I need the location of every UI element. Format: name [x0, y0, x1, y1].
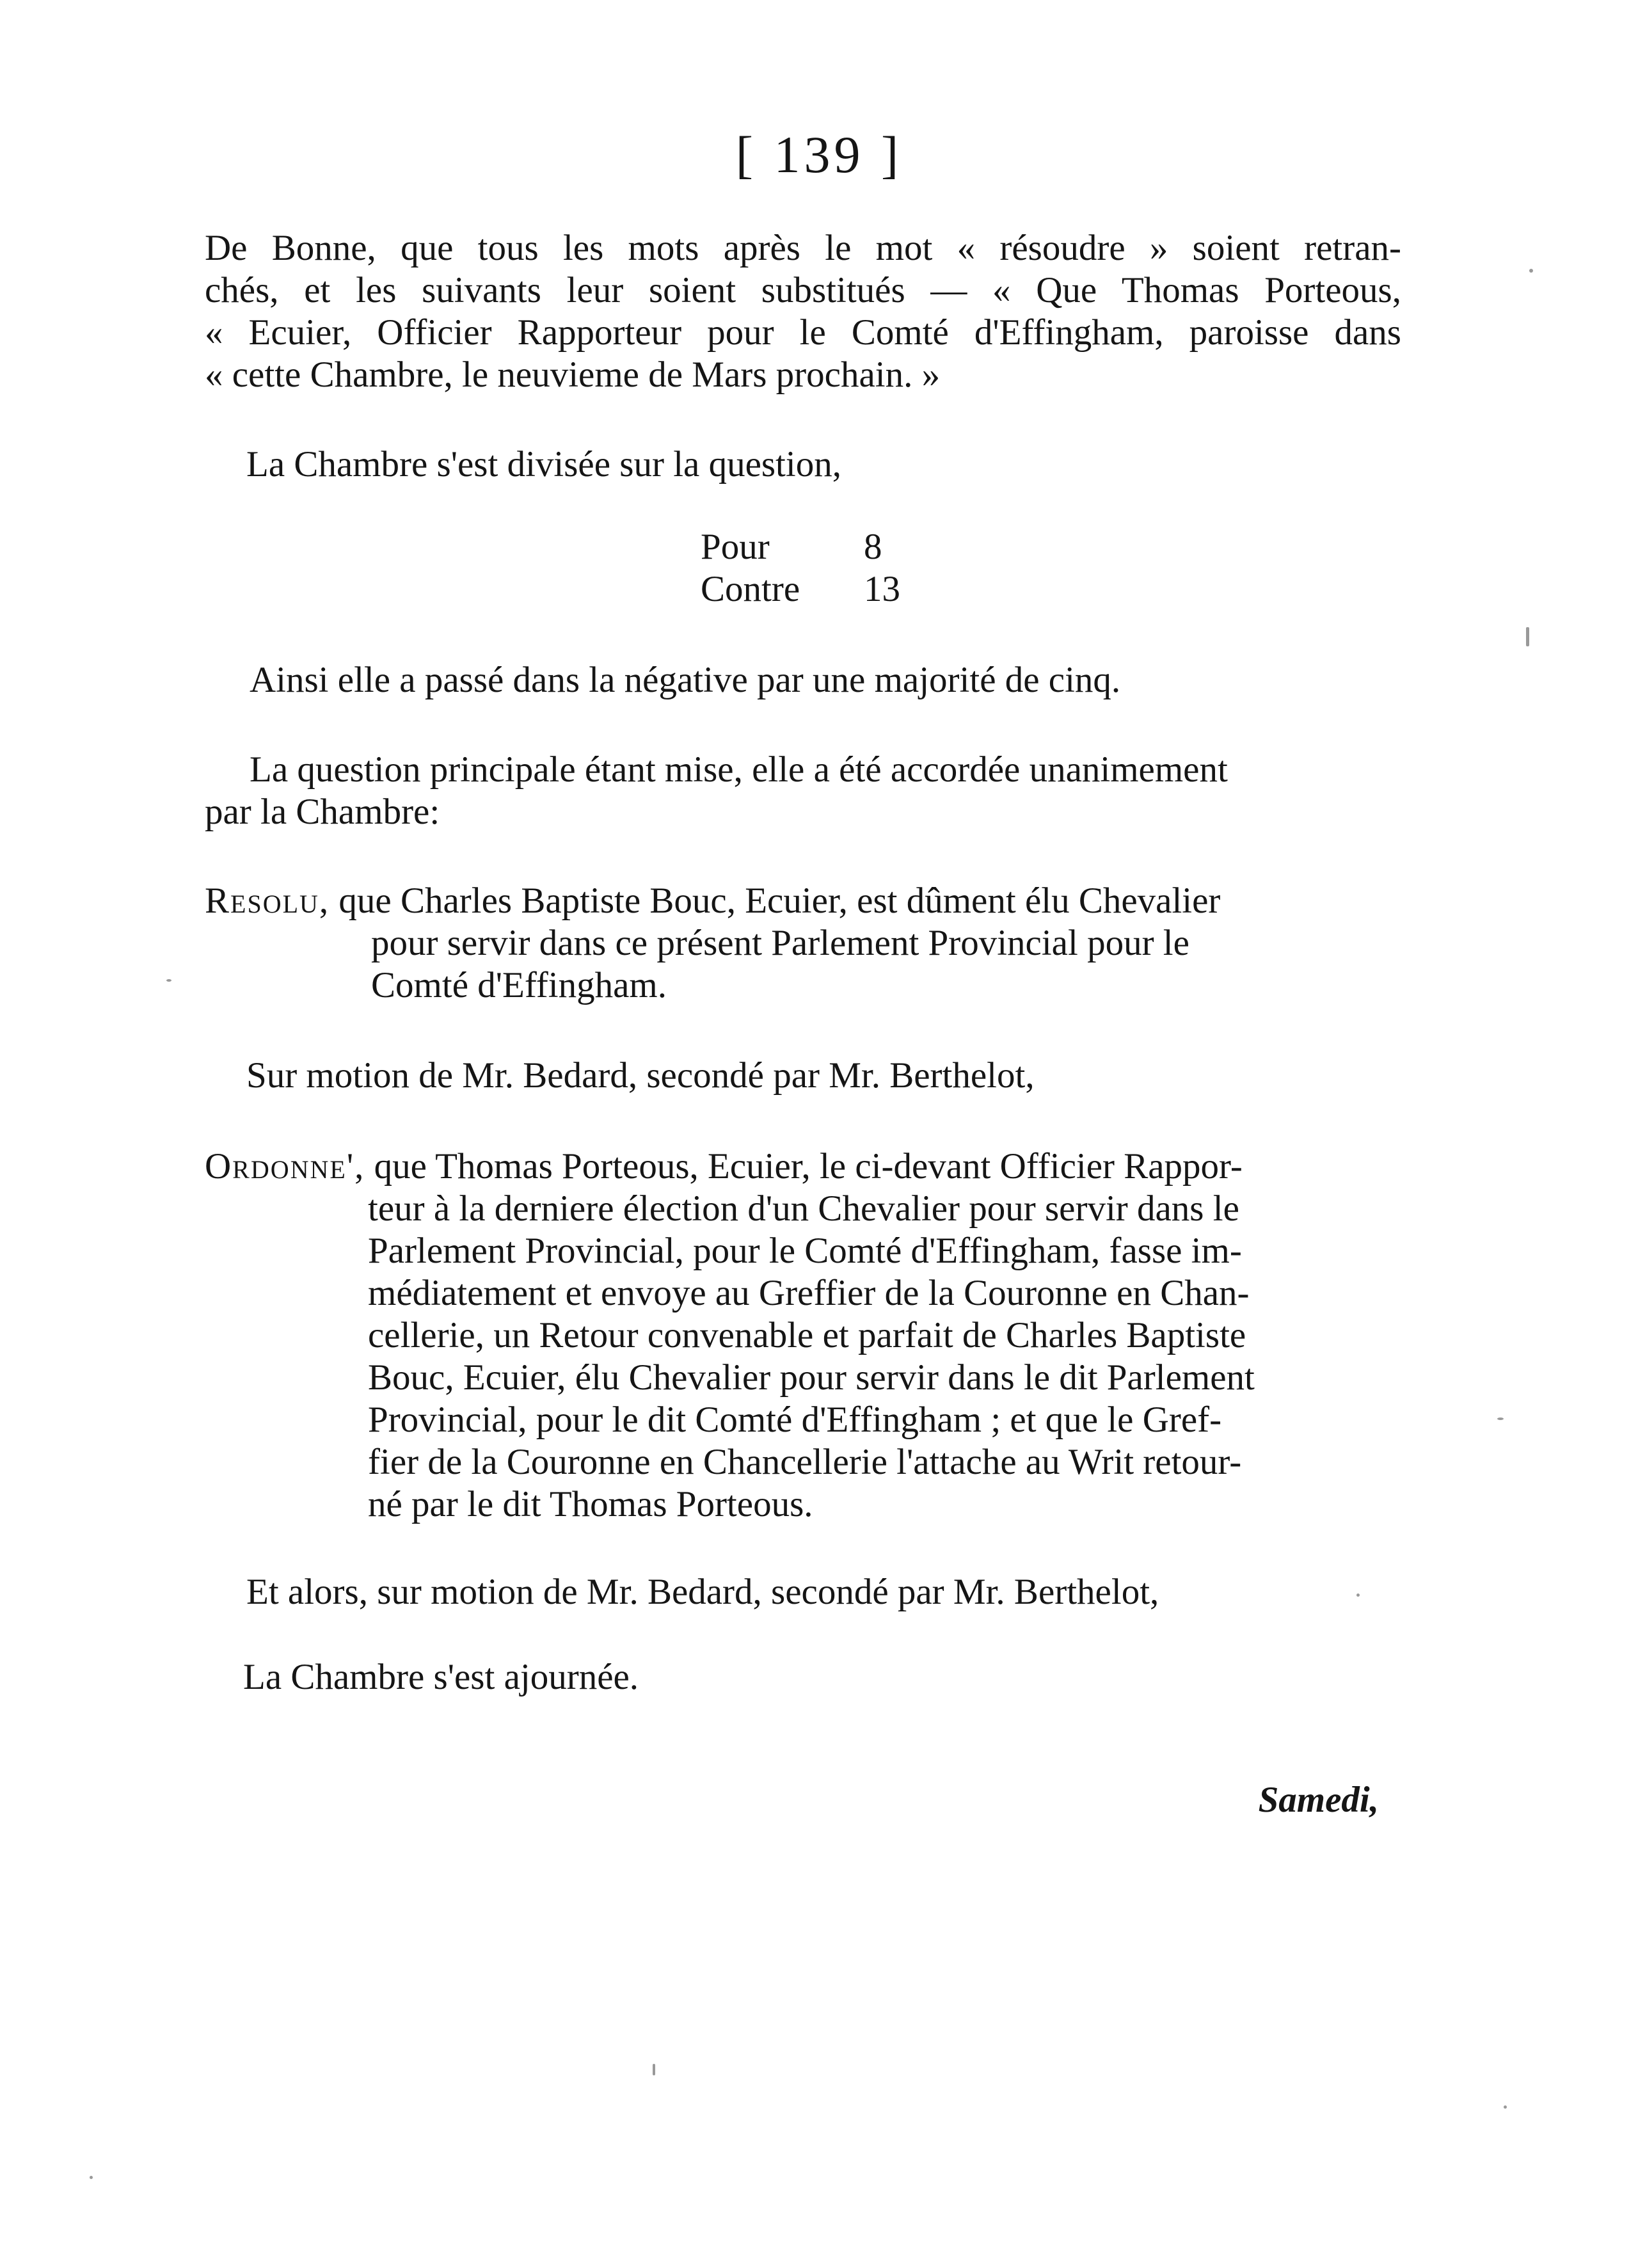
- text-line: teur à la derniere élection d'un Chevalier pour servir dans le: [368, 1188, 1239, 1229]
- text-line: cellerie, un Retour convenable et parfait de Charles Baptiste: [368, 1315, 1246, 1355]
- negative-line: Ainsi elle a passé dans la négative par une majorité de cinq.: [250, 660, 1121, 700]
- text-line: « Ecuier, Officier Rapporteur pour le Comté d'Effingham, paroisse dans: [205, 312, 1401, 353]
- paper-speck: [90, 2176, 93, 2179]
- text-line: « cette Chambre, le neuvieme de Mars prochain. »: [205, 355, 941, 395]
- division-line: La Chambre s'est divisée sur la question,: [246, 444, 841, 484]
- vote-table: [701, 526, 915, 611]
- catchword: Samedi,: [1258, 1780, 1379, 1820]
- text-line: par la Chambre:: [205, 792, 440, 832]
- opening-paragraph: [205, 227, 1401, 396]
- paper-speck: [653, 2064, 655, 2075]
- text-line: Provincial, pour le dit Comté d'Effingham ; et que le Gref-: [368, 1400, 1222, 1440]
- page-number: [ 139 ]: [735, 125, 903, 184]
- text-line: La question principale étant mise, elle a été accordée unanimement: [250, 749, 1228, 790]
- vote-count: 13: [864, 569, 900, 609]
- text-line: médiatement et envoye au Greffier de la Couronne en Chan-: [368, 1273, 1250, 1313]
- text-line: que Charles Baptiste Bouc, Ecuier, est dûment élu Chevalier: [338, 881, 1221, 921]
- text-line: Comté d'Effingham.: [371, 965, 667, 1005]
- vote-row-contre: [701, 568, 915, 611]
- paper-speck: [1504, 2105, 1507, 2109]
- vote-label: Contre: [701, 569, 800, 609]
- vote-label: Pour: [701, 527, 770, 567]
- principal-question: [205, 749, 1401, 833]
- text-line: Parlement Provincial, pour le Comté d'Effingham, fasse im-: [368, 1231, 1242, 1271]
- text-line: fier de la Couronne en Chancellerie l'attache au Writ retour-: [368, 1442, 1242, 1482]
- paper-speck: [1356, 1593, 1360, 1597]
- text-line: né par le dit Thomas Porteous.: [368, 1484, 813, 1524]
- text-line: que Thomas Porteous, Ecuier, le ci-devant Officier Rappor-: [374, 1146, 1243, 1186]
- text-line: chés, et les suivants leur soient substitués — « Que Thomas Porteous,: [205, 270, 1401, 310]
- text-line: pour servir dans ce présent Parlement Provincial pour le: [371, 923, 1189, 963]
- vote-row-pour: [701, 526, 915, 568]
- paper-speck: [166, 979, 171, 982]
- vote-count: 8: [864, 527, 882, 567]
- ordonne-keyword: Ordonne',: [205, 1146, 365, 1186]
- text-line: De Bonne, que tous les mots après le mot « résoudre » soient retran-: [205, 228, 1401, 268]
- paper-speck: [1497, 1418, 1504, 1420]
- paper-speck: [1529, 269, 1533, 273]
- resolu-keyword: Resolu,: [205, 881, 330, 921]
- motion-line: Et alors, sur motion de Mr. Bedard, secondé par Mr. Berthelot,: [246, 1572, 1159, 1612]
- motion-line: Sur motion de Mr. Bedard, secondé par Mr. Berthelot,: [246, 1055, 1035, 1096]
- text-line: Bouc, Ecuier, élu Chevalier pour servir dans le dit Parlement: [368, 1357, 1255, 1398]
- ordonne-paragraph: [205, 1146, 1401, 1526]
- adjourn-line: La Chambre s'est ajournée.: [243, 1657, 639, 1697]
- paper-speck: [1526, 627, 1529, 646]
- resolu-paragraph: [205, 880, 1401, 1007]
